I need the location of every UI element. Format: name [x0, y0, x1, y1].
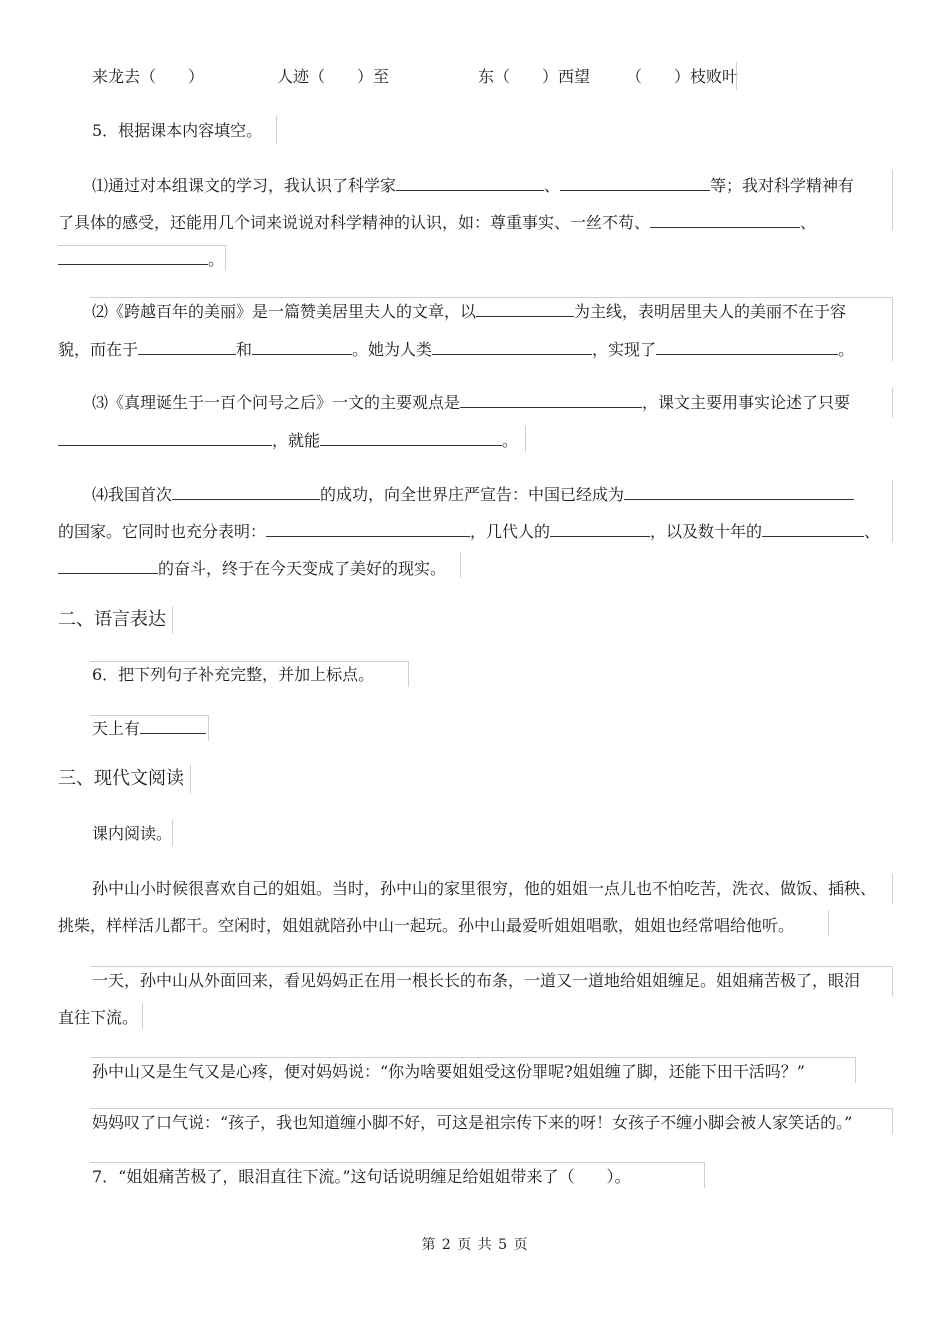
prompt: 天上有 — [92, 719, 141, 738]
reading-paragraph-3: 孙中山又是生气又是心疼，便对妈妈说：“你为啥要姐姐受这份罪呢?姐姐缠了脚，还能下田干活吗？” — [92, 1062, 805, 1081]
text: ⑴通过对本组课文的学习，我认识了科学家 — [92, 176, 397, 195]
reading-paragraph-1-line-1: 孙中山小时候很喜欢自己的姐姐。当时，孙中山的家里很穷，他的姐姐一点儿也不怕吃苦，洗衣、做饭、插秧、 — [92, 879, 877, 898]
text: 的奋斗，终于在今天变成了美好的现实。 — [158, 559, 447, 578]
divider — [90, 966, 892, 967]
divider — [90, 661, 408, 662]
idiom-2: 人迹（ ）至 — [277, 67, 390, 86]
text: ，以及数十年的 — [650, 522, 763, 541]
divider — [892, 966, 893, 996]
q5-part1-line1 — [92, 175, 854, 197]
text: 。 — [838, 340, 855, 359]
blank — [460, 392, 642, 408]
divider — [90, 297, 892, 298]
section-2-heading: 二、语言表达 — [58, 609, 166, 630]
text: 的国家。它同时也充分表明： — [58, 522, 267, 541]
divider — [90, 715, 208, 716]
text: 。 — [502, 431, 519, 450]
blank — [58, 430, 272, 446]
divider — [90, 1057, 855, 1058]
divider — [172, 820, 173, 846]
text: 和 — [236, 340, 253, 359]
blank — [624, 484, 854, 500]
text: 、 — [800, 213, 817, 232]
divider — [408, 661, 409, 687]
text: ，几代人的 — [470, 522, 551, 541]
question-5-title: 5．根据课本内容填空。 — [92, 121, 263, 140]
blank — [266, 521, 470, 537]
question-7-title: 7．“姐姐痛苦极了，眼泪直往下流。”这句话说明缠足给姐姐带来了（ ）。 — [92, 1167, 631, 1186]
divider — [892, 388, 893, 418]
divider — [892, 170, 893, 230]
blank — [656, 339, 838, 355]
text: ，课文主要用事实论述了只要 — [642, 393, 851, 412]
q5-part2-line1 — [92, 301, 846, 323]
divider — [208, 715, 209, 741]
text: 、 — [544, 176, 561, 195]
text: 。 — [208, 250, 225, 269]
divider — [525, 426, 526, 452]
question-6-answer — [92, 718, 206, 740]
divider — [142, 1003, 143, 1029]
divider — [892, 874, 893, 904]
blank — [432, 339, 592, 355]
blank — [252, 339, 352, 355]
text: 等；我对科学精神有 — [710, 176, 855, 195]
page-number: 第 2 页 共 5 页 — [421, 1237, 529, 1253]
reading-paragraph-4: 妈妈叹了口气说：“孩子，我也知道缠小脚不好，可这是祖宗传下来的呀！女孩子不缠小脚会被人家笑话的。” — [92, 1113, 853, 1132]
blank — [58, 249, 208, 265]
text: ，实现了 — [592, 340, 657, 359]
q5-part4-line1 — [92, 484, 854, 506]
q5-part1-line2 — [58, 212, 816, 234]
divider — [892, 480, 893, 542]
divider — [172, 606, 173, 634]
reading-label: 课内阅读。 — [92, 824, 173, 843]
divider — [892, 1108, 893, 1134]
divider — [225, 245, 226, 271]
divider — [190, 765, 191, 793]
section-3-heading: 三、现代文阅读 — [58, 768, 184, 789]
divider — [828, 910, 829, 936]
blank — [396, 175, 544, 191]
text: 了具体的感受，还能用几个词来说说对科学精神的认识，如：尊重事实、一丝不苟、 — [58, 213, 651, 232]
idiom-1: 来龙去（ ） — [92, 67, 205, 86]
divider — [855, 1057, 856, 1083]
text: 的成功，向全世界庄严宣告：中国已经成为 — [320, 485, 625, 504]
blank — [476, 301, 574, 317]
text: 。她为人类 — [352, 340, 433, 359]
idiom-4: （ ）枝败叶 — [626, 67, 739, 86]
reading-paragraph-2-line-2: 直往下流。 — [58, 1008, 139, 1027]
divider — [58, 245, 226, 246]
q5-part4-line2 — [58, 521, 880, 543]
blank — [560, 175, 710, 191]
text: 为主线，表明居里夫人的美丽不在于容 — [574, 302, 847, 321]
divider — [276, 116, 277, 144]
text: 、 — [864, 522, 881, 541]
text: ，就能 — [272, 431, 321, 450]
text: ⑵《跨越百年的美丽》是一篇赞美居里夫人的文章，以 — [92, 302, 477, 321]
blank — [172, 484, 320, 500]
q5-part3-line2 — [58, 430, 518, 452]
q5-part2-line2 — [58, 339, 854, 361]
q5-part3-line1 — [92, 392, 850, 414]
divider — [90, 1108, 892, 1109]
question-6-title: 6．把下列句子补充完整，并加上标点。 — [92, 665, 375, 684]
divider — [90, 1162, 704, 1163]
blank — [550, 521, 650, 537]
blank — [650, 212, 800, 228]
divider — [460, 552, 461, 578]
text: ⑶《真理诞生于一百个问号之后》一文的主要观点是 — [92, 393, 461, 412]
idiom-3: 东（ ）西望 — [478, 67, 591, 86]
blank — [762, 521, 864, 537]
divider — [892, 297, 893, 361]
q5-part1-line3 — [58, 249, 224, 271]
blank — [58, 558, 158, 574]
blank — [320, 430, 502, 446]
reading-paragraph-1-line-2: 挑柴，样样活儿都干。空闲时，姐姐就陪孙中山一起玩。孙中山最爱听姐姐唱歌，姐姐也经常唱给他听。 — [58, 916, 795, 935]
blank — [138, 339, 236, 355]
divider — [736, 62, 737, 90]
answer-blank[interactable] — [140, 718, 206, 734]
divider — [704, 1162, 705, 1188]
q5-part4-line3 — [58, 558, 446, 580]
text: ⑷我国首次 — [92, 485, 173, 504]
text: 貌，而在于 — [58, 340, 139, 359]
reading-paragraph-2-line-1: 一天，孙中山从外面回来，看见妈妈正在用一根长长的布条，一道又一道地给姐姐缠足。姐姐痛苦极了，眼泪 — [92, 971, 861, 990]
